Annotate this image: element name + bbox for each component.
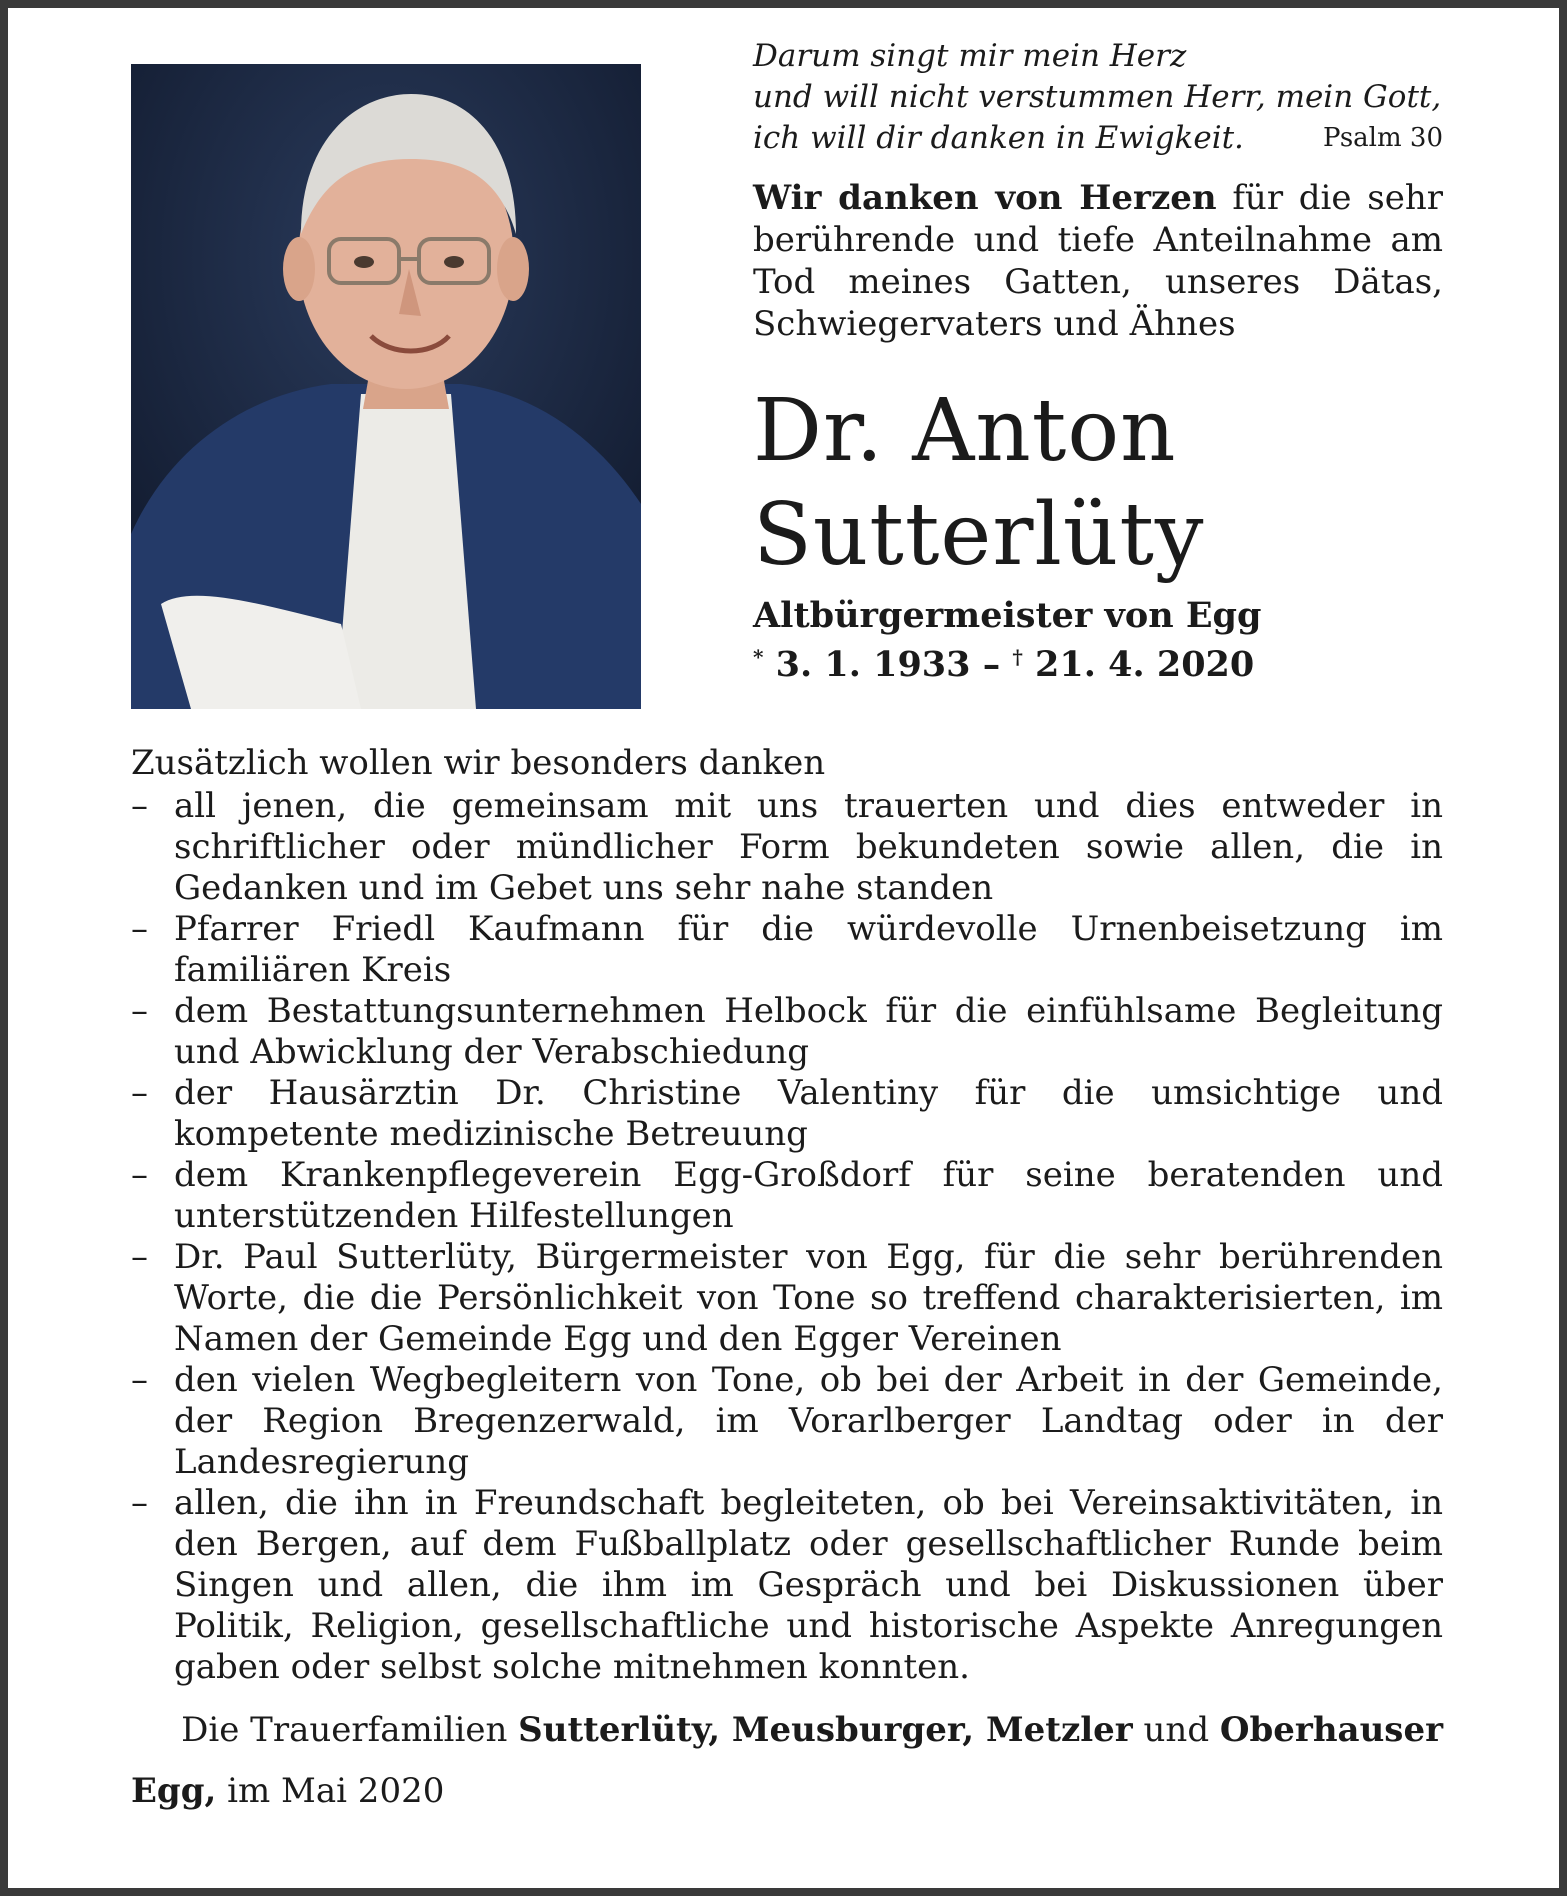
place-town: Egg,	[131, 1771, 217, 1811]
psalm-line: Darum singt mir mein Herz	[753, 38, 1187, 74]
thanks-body	[131, 743, 1443, 1812]
list-item: – Dr. Paul Sutterlüty, Bürgermeister von Egg, für die sehr berührenden Worte, die die Persönlichkeit von Tone so treffend charakterisierten, im Namen der Gemeinde Egg und den Egger Vereinen	[131, 1237, 1443, 1359]
thanks-paragraph	[753, 177, 1443, 345]
birth-date: 3. 1. 1933 –	[775, 644, 1001, 685]
place-date-text: im Mai 2020	[216, 1771, 445, 1811]
name-line-2: Sutterlüty	[753, 485, 1205, 585]
psalm-line: ich will dir danken in Ewigkeit.	[753, 120, 1244, 156]
list-item: – dem Krankenpflegeverein Egg-Großdorf für seine beratenden und unterstützenden Hilfestellungen	[131, 1155, 1443, 1236]
psalm-source: Psalm 30	[1323, 123, 1443, 153]
dash-marker: –	[131, 1483, 148, 1523]
dash-marker: –	[131, 786, 148, 826]
death-date: 21. 4. 2020	[1035, 644, 1255, 685]
dash-marker: –	[131, 1155, 148, 1195]
deceased-name	[753, 379, 1443, 587]
header-text	[753, 36, 1443, 685]
psalm-line: und will nicht verstummen Herr, mein Gott,	[753, 79, 1442, 115]
list-item: – dem Bestattungsunternehmen Helbock für die einfühlsame Begleitung und Abwicklung der Verabschiedung	[131, 991, 1443, 1072]
psalm-quote	[753, 36, 1443, 159]
place-date	[131, 1771, 1443, 1812]
list-item: – all jenen, die gemeinsam mit uns trauerten und dies entweder in schriftlicher oder mündlicher Form bekundeten sowie allen, die in Gedanken und im Gebet uns sehr nahe standen	[131, 786, 1443, 908]
families-prefix: Die Trauerfamilien	[181, 1710, 519, 1750]
portrait-photo	[131, 64, 641, 709]
list-item: – der Hausärztin Dr. Christine Valentiny für die umsichtige und kompetente medizinische Betreuung	[131, 1073, 1443, 1154]
birth-symbol: *	[753, 645, 764, 669]
family-name-last: Oberhauser	[1219, 1710, 1443, 1750]
families-line	[131, 1710, 1443, 1751]
thanks-list	[131, 786, 1443, 1688]
families-and: und	[1132, 1710, 1220, 1750]
dash-marker: –	[131, 909, 148, 949]
dash-marker: –	[131, 1237, 148, 1277]
dash-marker: –	[131, 1073, 148, 1113]
name-line-1: Dr. Anton	[753, 381, 1177, 481]
life-dates	[753, 637, 1443, 685]
family-names: Sutterlüty, Meusburger, Metzler	[518, 1710, 1133, 1750]
dash-marker: –	[131, 1360, 148, 1400]
list-item: – den vielen Wegbegleitern von Tone, ob bei der Arbeit in der Gemeinde, der Region Bregenzerwald, im Vorarlberger Landtag oder in der Landesregierung	[131, 1360, 1443, 1482]
list-item: – Pfarrer Friedl Kaufmann für die würdevolle Urnenbeisetzung im familiären Kreis	[131, 909, 1443, 990]
deceased-title: Altbürgermeister von Egg	[753, 595, 1262, 636]
dash-marker: –	[131, 991, 148, 1031]
thanks-text: für die sehr berührende und tiefe Anteilnahme am Tod meines Gatten, unseres Dätas, Schwiegervaters und Ähnes	[753, 178, 1444, 344]
thanks-bold: Wir danken von Herzen	[753, 178, 1217, 218]
list-item: – allen, die ihn in Freundschaft begleiteten, ob bei Vereinsaktivitäten, in den Bergen, auf dem Fußballplatz oder gesellschaftlicher Runde beim Singen und allen, die ihm im Gespräch und bei Diskussionen über Politik, Religion, gesellschaftliche und historische Aspekte Anregungen gaben oder selbst solche mitnehmen konnten.	[131, 1483, 1443, 1687]
death-symbol: †	[1012, 645, 1023, 669]
portrait-illustration	[131, 64, 641, 709]
additional-intro: Zusätzlich wollen wir besonders danken	[131, 743, 826, 783]
